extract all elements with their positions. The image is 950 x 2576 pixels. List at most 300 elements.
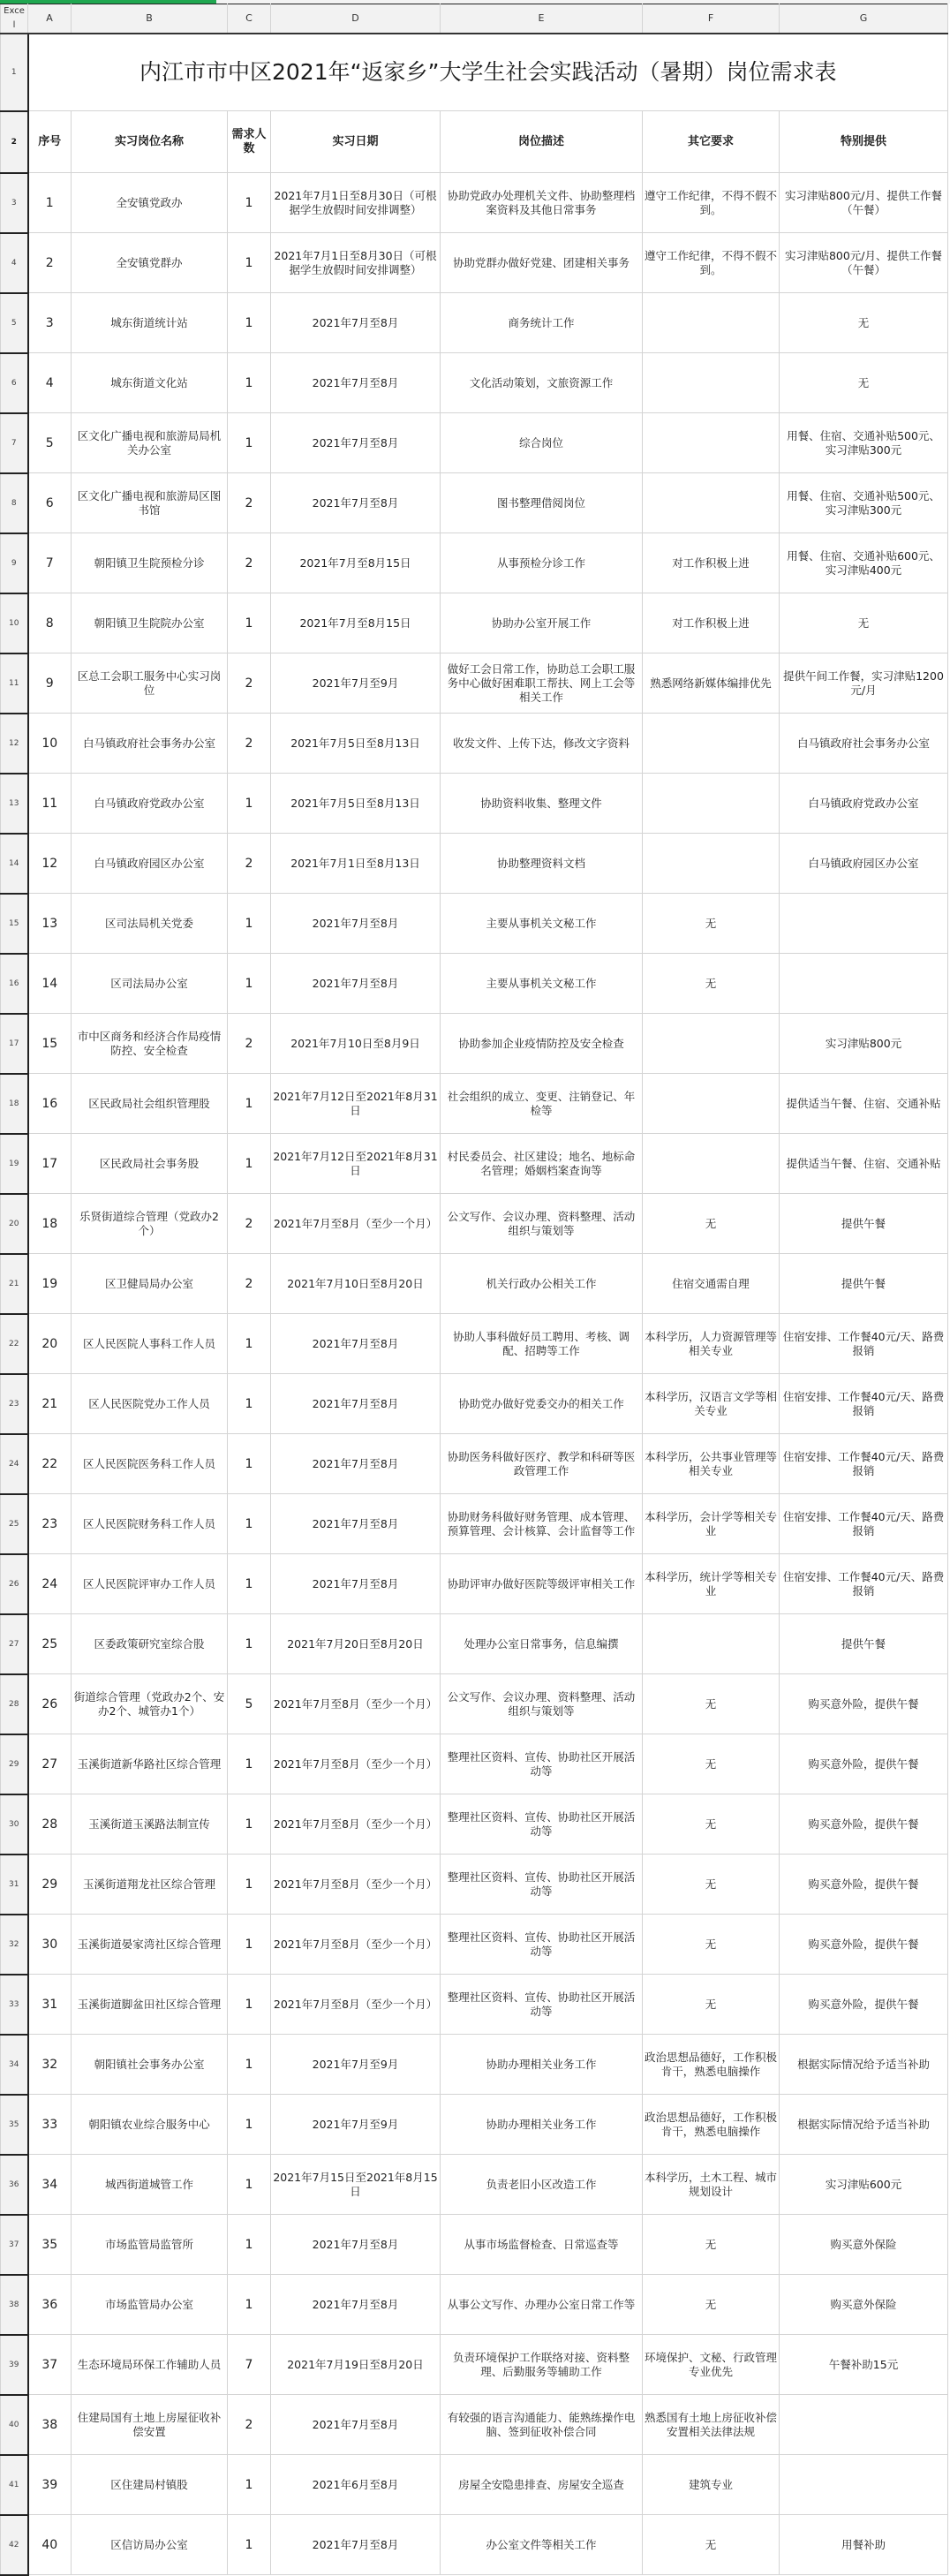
cell-requirements[interactable]: 建筑专业 [643,2455,780,2515]
cell-benefits[interactable]: 购买意外险，提供午餐 [780,1855,948,1915]
cell-dates[interactable]: 2021年7月至8月（至少一个月） [271,1915,441,1975]
cell-requirements[interactable] [643,834,780,894]
cell-description[interactable]: 处理办公室日常事务，信息编撰 [441,1614,643,1674]
header-dates[interactable]: 实习日期 [271,111,441,173]
cell-dates[interactable]: 2021年7月至8月 [271,1314,441,1374]
cell-benefits[interactable] [780,894,948,954]
cell-description[interactable]: 房屋全安隐患排查、房屋安全巡查 [441,2455,643,2515]
cell-description[interactable]: 社会组织的成立、变更、注销登记、年检等 [441,1074,643,1134]
cell-count[interactable]: 2 [228,2395,271,2455]
cell-dates[interactable]: 2021年7月至8月 [271,1374,441,1434]
cell-position[interactable]: 城东街道文化站 [72,353,228,413]
cell-count[interactable]: 2 [228,653,271,714]
row-header[interactable]: 2 [1,111,28,173]
row-header[interactable]: 42 [1,2515,28,2575]
cell-description[interactable]: 协助资料收集、整理文件 [441,774,643,834]
cell-benefits[interactable]: 住宿安排、工作餐40元/天、路费报销 [780,1434,948,1494]
cell-index[interactable]: 36 [28,2275,72,2335]
cell-position[interactable]: 朝阳镇社会事务办公室 [72,2035,228,2095]
cell-index[interactable]: 26 [28,1674,72,1734]
cell-position[interactable]: 城东街道统计站 [72,293,228,353]
cell-description[interactable]: 负责环境保护工作联络对接、资料整理、后勤服务等辅助工作 [441,2335,643,2395]
cell-index[interactable]: 38 [28,2395,72,2455]
cell-dates[interactable]: 2021年7月至8月（至少一个月） [271,1734,441,1794]
cell-benefits[interactable]: 白马镇政府园区办公室 [780,834,948,894]
cell-requirements[interactable] [643,714,780,774]
row-header[interactable]: 28 [1,1674,28,1734]
cell-position[interactable]: 市中区商务和经济合作局疫情防控、安全检查 [72,1014,228,1074]
cell-dates[interactable]: 2021年7月至8月 [271,473,441,533]
cell-benefits[interactable]: 用餐补助 [780,2515,948,2575]
cell-benefits[interactable]: 实习津贴800元/月、提供工作餐（午餐） [780,173,948,233]
cell-description[interactable]: 文化活动策划，文旅资源工作 [441,353,643,413]
cell-index[interactable]: 28 [28,1794,72,1855]
row-header[interactable]: 1 [1,34,28,111]
cell-index[interactable]: 17 [28,1134,72,1194]
cell-index[interactable]: 9 [28,653,72,714]
cell-description[interactable]: 协助办理相关业务工作 [441,2095,643,2155]
cell-requirements[interactable]: 无 [643,1674,780,1734]
row-header[interactable]: 18 [1,1074,28,1134]
cell-position[interactable]: 乐贤街道综合管理（党政办2个） [72,1194,228,1254]
cell-count[interactable]: 2 [228,834,271,894]
cell-description[interactable]: 协助评审办做好医院等级评审相关工作 [441,1554,643,1614]
cell-index[interactable]: 30 [28,1915,72,1975]
cell-description[interactable]: 商务统计工作 [441,293,643,353]
cell-requirements[interactable]: 无 [643,1975,780,2035]
cell-index[interactable]: 18 [28,1194,72,1254]
cell-position[interactable]: 朝阳镇农业综合服务中心 [72,2095,228,2155]
row-header[interactable]: 40 [1,2395,28,2455]
cell-requirements[interactable] [643,1134,780,1194]
cell-requirements[interactable]: 无 [643,2275,780,2335]
cell-count[interactable]: 2 [228,714,271,774]
column-header-g[interactable]: G [780,4,948,34]
cell-index[interactable]: 15 [28,1014,72,1074]
cell-count[interactable]: 1 [228,1494,271,1554]
cell-requirements[interactable]: 本科学历，公共事业管理等相关专业 [643,1434,780,1494]
cell-requirements[interactable]: 无 [643,1734,780,1794]
cell-requirements[interactable]: 政治思想品德好，工作积极肯干，熟悉电脑操作 [643,2035,780,2095]
column-header-a[interactable]: A [28,4,72,34]
cell-count[interactable]: 1 [228,2095,271,2155]
cell-index[interactable]: 40 [28,2515,72,2575]
cell-dates[interactable]: 2021年7月15日至2021年8月15日 [271,2155,441,2215]
row-header[interactable]: 12 [1,714,28,774]
cell-index[interactable]: 10 [28,714,72,774]
cell-description[interactable]: 综合岗位 [441,413,643,473]
cell-benefits[interactable]: 实习津贴800元 [780,1014,948,1074]
row-header[interactable]: 30 [1,1794,28,1855]
cell-benefits[interactable]: 购买意外险，提供午餐 [780,1915,948,1975]
cell-dates[interactable]: 2021年7月至9月 [271,2095,441,2155]
cell-benefits[interactable]: 用餐、住宿、交通补贴500元、实习津贴300元 [780,413,948,473]
cell-requirements[interactable]: 本科学历，汉语言文学等相关专业 [643,1374,780,1434]
cell-benefits[interactable]: 提供午餐 [780,1614,948,1674]
cell-benefits[interactable]: 根据实际情况给予适当补助 [780,2095,948,2155]
cell-index[interactable]: 20 [28,1314,72,1374]
row-header[interactable]: 23 [1,1374,28,1434]
cell-description[interactable]: 图书整理借阅岗位 [441,473,643,533]
cell-benefits[interactable]: 午餐补助15元 [780,2335,948,2395]
row-header[interactable]: 36 [1,2155,28,2215]
cell-requirements[interactable]: 政治思想品德好，工作积极肯干，熟悉电脑操作 [643,2095,780,2155]
cell-index[interactable]: 22 [28,1434,72,1494]
cell-description[interactable]: 收发文件、上传下达，修改文字资料 [441,714,643,774]
cell-position[interactable]: 区总工会职工服务中心实习岗位 [72,653,228,714]
cell-benefits[interactable]: 无 [780,293,948,353]
cell-position[interactable]: 区司法局办公室 [72,954,228,1014]
cell-benefits[interactable] [780,2395,948,2455]
cell-position[interactable]: 区人民医院党办工作人员 [72,1374,228,1434]
cell-index[interactable]: 37 [28,2335,72,2395]
cell-position[interactable]: 区住建局村镇股 [72,2455,228,2515]
cell-count[interactable]: 1 [228,293,271,353]
cell-requirements[interactable] [643,1074,780,1134]
cell-position[interactable]: 朝阳镇卫生院预检分诊 [72,533,228,593]
row-header[interactable]: 9 [1,533,28,593]
cell-benefits[interactable]: 无 [780,353,948,413]
row-header[interactable]: 3 [1,173,28,233]
row-header[interactable]: 38 [1,2275,28,2335]
cell-index[interactable]: 39 [28,2455,72,2515]
cell-position[interactable]: 区卫健局局办公室 [72,1254,228,1314]
row-header[interactable]: 35 [1,2095,28,2155]
column-header-c[interactable]: C [228,4,271,34]
cell-dates[interactable]: 2021年7月至8月（至少一个月） [271,1194,441,1254]
row-header[interactable]: 14 [1,834,28,894]
cell-index[interactable]: 14 [28,954,72,1014]
row-header[interactable]: 11 [1,653,28,714]
cell-requirements[interactable]: 遵守工作纪律，不得不假不到。 [643,233,780,293]
cell-count[interactable]: 1 [228,2455,271,2515]
cell-benefits[interactable]: 白马镇政府社会事务办公室 [780,714,948,774]
cell-dates[interactable]: 2021年7月1日至8月13日 [271,834,441,894]
cell-description[interactable]: 从事市场监督检查、日常巡查等 [441,2215,643,2275]
row-header[interactable]: 5 [1,293,28,353]
cell-dates[interactable]: 2021年7月至8月（至少一个月） [271,1674,441,1734]
cell-benefits[interactable]: 实习津贴800元/月、提供工作餐（午餐） [780,233,948,293]
row-header[interactable]: 41 [1,2455,28,2515]
cell-position[interactable]: 区民政局社会事务股 [72,1134,228,1194]
cell-benefits[interactable]: 住宿安排、工作餐40元/天、路费报销 [780,1554,948,1614]
cell-position[interactable]: 区委政策研究室综合股 [72,1614,228,1674]
cell-dates[interactable]: 2021年7月至8月 [271,1554,441,1614]
header-index[interactable]: 序号 [28,111,72,173]
cell-position[interactable]: 区文化广播电视和旅游局局机关办公室 [72,413,228,473]
cell-requirements[interactable] [643,293,780,353]
cell-requirements[interactable]: 本科学历，人力资源管理等相关专业 [643,1314,780,1374]
cell-count[interactable]: 2 [228,1254,271,1314]
cell-description[interactable]: 整理社区资料、宣传、协助社区开展活动等 [441,1794,643,1855]
cell-position[interactable]: 全安镇党政办 [72,173,228,233]
cell-position[interactable]: 玉溪街道翔龙社区综合管理 [72,1855,228,1915]
cell-benefits[interactable] [780,2455,948,2515]
cell-count[interactable]: 1 [228,894,271,954]
cell-benefits[interactable]: 购买意外险，提供午餐 [780,1975,948,2035]
cell-requirements[interactable] [643,353,780,413]
cell-index[interactable]: 12 [28,834,72,894]
cell-benefits[interactable]: 用餐、住宿、交通补贴600元、实习津贴400元 [780,533,948,593]
row-header[interactable]: 27 [1,1614,28,1674]
cell-count[interactable]: 1 [228,1134,271,1194]
cell-position[interactable]: 街道综合管理（党政办2个、安办2个、城管办1个） [72,1674,228,1734]
row-header[interactable]: 26 [1,1554,28,1614]
cell-description[interactable]: 协助党群办做好党建、团建相关事务 [441,233,643,293]
cell-position[interactable]: 区文化广播电视和旅游局区图书馆 [72,473,228,533]
cell-index[interactable]: 33 [28,2095,72,2155]
cell-description[interactable]: 做好工会日常工作，协助总工会职工服务中心做好困难职工帮扶、网上工会等相关工作 [441,653,643,714]
cell-count[interactable]: 1 [228,1794,271,1855]
cell-dates[interactable]: 2021年7月至8月（至少一个月） [271,1855,441,1915]
cell-dates[interactable]: 2021年7月至8月 [271,894,441,954]
cell-requirements[interactable]: 无 [643,954,780,1014]
cell-count[interactable]: 2 [228,473,271,533]
row-header[interactable]: 10 [1,593,28,653]
cell-benefits[interactable]: 购买意外险，提供午餐 [780,1794,948,1855]
cell-benefits[interactable]: 住宿安排、工作餐40元/天、路费报销 [780,1314,948,1374]
cell-position[interactable]: 玉溪街道脚盆田社区综合管理 [72,1975,228,2035]
cell-position[interactable]: 区信访局办公室 [72,2515,228,2575]
cell-requirements[interactable]: 无 [643,2215,780,2275]
cell-index[interactable]: 13 [28,894,72,954]
cell-dates[interactable]: 2021年7月至8月 [271,2515,441,2575]
cell-count[interactable]: 1 [228,1314,271,1374]
cell-benefits[interactable]: 提供午餐 [780,1254,948,1314]
cell-requirements[interactable]: 对工作积极上进 [643,533,780,593]
row-header[interactable]: 20 [1,1194,28,1254]
cell-index[interactable]: 4 [28,353,72,413]
cell-requirements[interactable] [643,1014,780,1074]
cell-index[interactable]: 3 [28,293,72,353]
cell-count[interactable]: 1 [228,2275,271,2335]
cell-count[interactable]: 2 [228,1014,271,1074]
cell-index[interactable]: 32 [28,2035,72,2095]
cell-requirements[interactable]: 熟悉网络新媒体编排优先 [643,653,780,714]
cell-dates[interactable]: 2021年7月12日至2021年8月31日 [271,1134,441,1194]
cell-count[interactable]: 1 [228,1915,271,1975]
cell-index[interactable]: 1 [28,173,72,233]
cell-dates[interactable]: 2021年7月12日至2021年8月31日 [271,1074,441,1134]
cell-benefits[interactable]: 提供适当午餐、住宿、交通补贴 [780,1134,948,1194]
cell-index[interactable]: 16 [28,1074,72,1134]
cell-count[interactable]: 1 [228,1434,271,1494]
cell-count[interactable]: 1 [228,2155,271,2215]
cell-dates[interactable]: 2021年7月20日至8月20日 [271,1614,441,1674]
row-header[interactable]: 8 [1,473,28,533]
cell-requirements[interactable]: 无 [643,1855,780,1915]
cell-description[interactable]: 协助整理资料文档 [441,834,643,894]
cell-requirements[interactable]: 遵守工作纪律，不得不假不到。 [643,173,780,233]
cell-description[interactable]: 整理社区资料、宣传、协助社区开展活动等 [441,1915,643,1975]
cell-requirements[interactable]: 无 [643,1915,780,1975]
cell-requirements[interactable]: 住宿交通需自理 [643,1254,780,1314]
cell-dates[interactable]: 2021年7月至8月 [271,2215,441,2275]
row-header[interactable]: 37 [1,2215,28,2275]
cell-position[interactable]: 区司法局机关党委 [72,894,228,954]
cell-description[interactable]: 主要从事机关文秘工作 [441,954,643,1014]
cell-index[interactable]: 34 [28,2155,72,2215]
column-header-e[interactable]: E [441,4,643,34]
cell-count[interactable]: 1 [228,774,271,834]
cell-dates[interactable]: 2021年7月至8月（至少一个月） [271,1975,441,2035]
cell-description[interactable]: 协助党政办处理机关文件、协助整理档案资料及其他日常事务 [441,173,643,233]
cell-dates[interactable]: 2021年7月至8月 [271,1494,441,1554]
header-requirements[interactable]: 其它要求 [643,111,780,173]
cell-index[interactable]: 25 [28,1614,72,1674]
cell-count[interactable]: 5 [228,1674,271,1734]
cell-position[interactable]: 玉溪街道玉溪路法制宣传 [72,1794,228,1855]
row-header[interactable]: 21 [1,1254,28,1314]
cell-dates[interactable]: 2021年7月至8月 [271,2395,441,2455]
cell-requirements[interactable]: 熟悉国有土地上房征收补偿安置相关法律法规 [643,2395,780,2455]
cell-benefits[interactable]: 住宿安排、工作餐40元/天、路费报销 [780,1374,948,1434]
cell-dates[interactable]: 2021年7月至8月 [271,353,441,413]
cell-dates[interactable]: 2021年7月至8月15日 [271,593,441,653]
cell-position[interactable]: 白马镇政府党政办公室 [72,774,228,834]
cell-requirements[interactable]: 无 [643,894,780,954]
header-count[interactable]: 需求人数 [228,111,271,173]
cell-position[interactable]: 白马镇政府社会事务办公室 [72,714,228,774]
cell-requirements[interactable]: 无 [643,1194,780,1254]
cell-position[interactable]: 区民政局社会组织管理股 [72,1074,228,1134]
header-position[interactable]: 实习岗位名称 [72,111,228,173]
row-header[interactable]: 29 [1,1734,28,1794]
row-header[interactable]: 25 [1,1494,28,1554]
cell-requirements[interactable]: 环境保护、文秘、行政管理专业优先 [643,2335,780,2395]
cell-index[interactable]: 35 [28,2215,72,2275]
cell-index[interactable]: 24 [28,1554,72,1614]
cell-index[interactable]: 31 [28,1975,72,2035]
cell-count[interactable]: 1 [228,2215,271,2275]
cell-count[interactable]: 1 [228,2035,271,2095]
cell-benefits[interactable]: 提供午间工作餐，实习津贴1200元/月 [780,653,948,714]
cell-position[interactable]: 市场监管局监管所 [72,2215,228,2275]
column-header-f[interactable]: F [643,4,780,34]
cell-dates[interactable]: 2021年7月至8月 [271,1434,441,1494]
row-header[interactable]: 7 [1,413,28,473]
cell-position[interactable]: 朝阳镇卫生院院办公室 [72,593,228,653]
cell-benefits[interactable] [780,954,948,1014]
cell-dates[interactable]: 2021年7月至9月 [271,2035,441,2095]
cell-index[interactable]: 27 [28,1734,72,1794]
cell-index[interactable]: 19 [28,1254,72,1314]
cell-benefits[interactable]: 购买意外保险 [780,2275,948,2335]
cell-benefits[interactable]: 用餐、住宿、交通补贴500元、实习津贴300元 [780,473,948,533]
cell-dates[interactable]: 2021年7月至8月15日 [271,533,441,593]
column-header-d[interactable]: D [271,4,441,34]
cell-requirements[interactable]: 本科学历，会计学等相关专业 [643,1494,780,1554]
row-header[interactable]: 19 [1,1134,28,1194]
cell-requirements[interactable]: 本科学历，统计学等相关专业 [643,1554,780,1614]
cell-index[interactable]: 23 [28,1494,72,1554]
cell-description[interactable]: 协助办公室开展工作 [441,593,643,653]
cell-dates[interactable]: 2021年7月19日至8月20日 [271,2335,441,2395]
cell-position[interactable]: 区人民医院财务科工作人员 [72,1494,228,1554]
row-header[interactable]: 34 [1,2035,28,2095]
cell-count[interactable]: 1 [228,593,271,653]
cell-requirements[interactable] [643,413,780,473]
cell-description[interactable]: 从事公文写作、办理办公室日常工作等 [441,2275,643,2335]
cell-dates[interactable]: 2021年7月1日至8月30日（可根据学生放假时间安排调整） [271,233,441,293]
cell-index[interactable]: 21 [28,1374,72,1434]
cell-description[interactable]: 机关行政办公相关工作 [441,1254,643,1314]
row-header[interactable]: 4 [1,233,28,293]
cell-index[interactable]: 7 [28,533,72,593]
cell-position[interactable]: 住建局国有土地上房屋征收补偿安置 [72,2395,228,2455]
cell-benefits[interactable]: 住宿安排、工作餐40元/天、路费报销 [780,1494,948,1554]
cell-dates[interactable]: 2021年7月1日至8月30日（可根据学生放假时间安排调整） [271,173,441,233]
cell-count[interactable]: 1 [228,1554,271,1614]
cell-dates[interactable]: 2021年6月至8月 [271,2455,441,2515]
cell-index[interactable]: 5 [28,413,72,473]
cell-count[interactable]: 1 [228,1074,271,1134]
row-header[interactable]: 6 [1,353,28,413]
cell-benefits[interactable]: 根据实际情况给予适当补助 [780,2035,948,2095]
cell-count[interactable]: 2 [228,1194,271,1254]
cell-description[interactable]: 整理社区资料、宣传、协助社区开展活动等 [441,1975,643,2035]
cell-description[interactable]: 协助医务科做好医疗、教学和科研等医政管理工作 [441,1434,643,1494]
cell-index[interactable]: 29 [28,1855,72,1915]
row-header[interactable]: 16 [1,954,28,1014]
cell-requirements[interactable]: 本科学历，土木工程、城市规划设计 [643,2155,780,2215]
column-header-b[interactable]: B [72,4,228,34]
cell-position[interactable]: 区人民医院人事科工作人员 [72,1314,228,1374]
cell-dates[interactable]: 2021年7月至8月 [271,413,441,473]
cell-count[interactable]: 7 [228,2335,271,2395]
cell-position[interactable]: 区人民医院评审办工作人员 [72,1554,228,1614]
cell-count[interactable]: 1 [228,233,271,293]
row-header[interactable]: 17 [1,1014,28,1074]
row-header[interactable]: 13 [1,774,28,834]
cell-description[interactable]: 办公室文件等相关工作 [441,2515,643,2575]
cell-description[interactable]: 协助办理相关业务工作 [441,2035,643,2095]
cell-description[interactable]: 有较强的语言沟通能力、能熟练操作电脑、签到征收补偿合同 [441,2395,643,2455]
cell-description[interactable]: 协助党办做好党委交办的相关工作 [441,1374,643,1434]
cell-count[interactable]: 1 [228,1975,271,2035]
row-header[interactable]: 32 [1,1915,28,1975]
cell-benefits[interactable]: 实习津贴600元 [780,2155,948,2215]
cell-index[interactable]: 2 [28,233,72,293]
cell-dates[interactable]: 2021年7月至9月 [271,653,441,714]
cell-count[interactable]: 1 [228,954,271,1014]
cell-dates[interactable]: 2021年7月至8月 [271,954,441,1014]
cell-requirements[interactable] [643,1614,780,1674]
cell-benefits[interactable]: 提供午餐 [780,1194,948,1254]
cell-description[interactable]: 协助人事科做好员工聘用、考核、调配、招聘等工作 [441,1314,643,1374]
cell-description[interactable]: 公文写作、会议办理、资料整理、活动组织与策划等 [441,1194,643,1254]
cell-benefits[interactable]: 白马镇政府党政办公室 [780,774,948,834]
cell-count[interactable]: 1 [228,1734,271,1794]
cell-position[interactable]: 城西街道城管工作 [72,2155,228,2215]
cell-position[interactable]: 玉溪街道晏家湾社区综合管理 [72,1915,228,1975]
cell-position[interactable]: 白马镇政府园区办公室 [72,834,228,894]
cell-index[interactable]: 6 [28,473,72,533]
cell-position[interactable]: 生态环境局环保工作辅助人员 [72,2335,228,2395]
cell-benefits[interactable]: 购买意外保险 [780,2215,948,2275]
cell-count[interactable]: 1 [228,1614,271,1674]
cell-dates[interactable]: 2021年7月至8月 [271,293,441,353]
cell-requirements[interactable]: 对工作积极上进 [643,593,780,653]
cell-dates[interactable]: 2021年7月10日至8月20日 [271,1254,441,1314]
cell-requirements[interactable] [643,774,780,834]
cell-position[interactable]: 玉溪街道新华路社区综合管理 [72,1734,228,1794]
cell-count[interactable]: 1 [228,2515,271,2575]
cell-description[interactable]: 整理社区资料、宣传、协助社区开展活动等 [441,1734,643,1794]
row-header[interactable]: 39 [1,2335,28,2395]
cell-index[interactable]: 8 [28,593,72,653]
cell-description[interactable]: 主要从事机关文秘工作 [441,894,643,954]
